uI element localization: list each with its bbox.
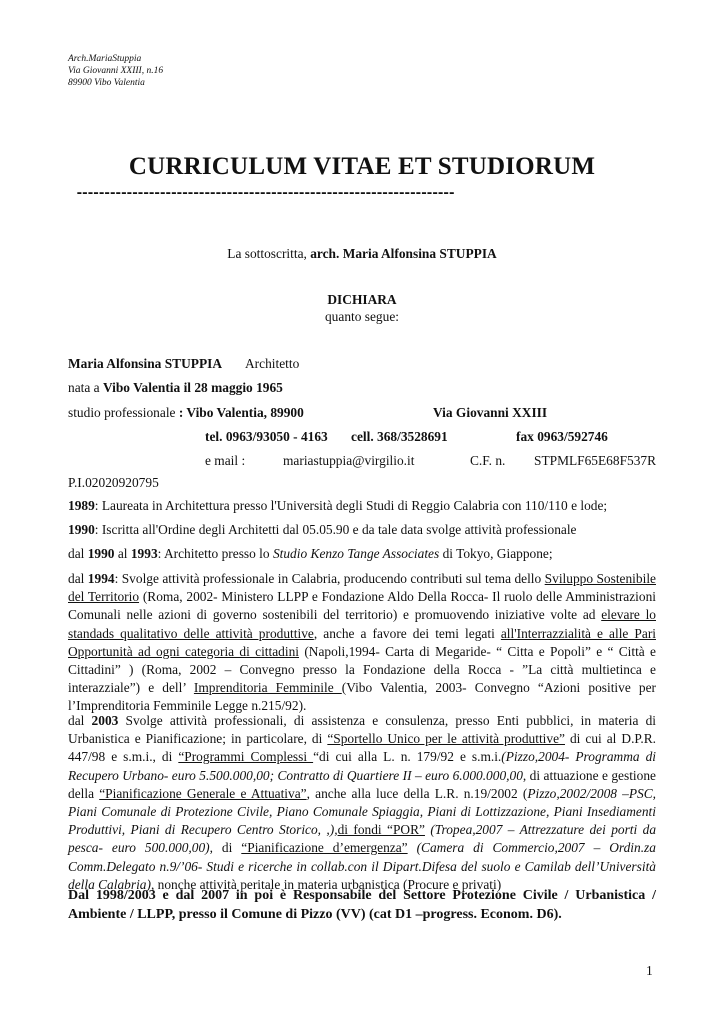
profile-cf-label: C.F. n. [470,453,506,468]
intro-name: arch. Maria Alfonsina STUPPIA [310,246,497,261]
paragraph-1994 [68,570,656,716]
year-1989: 1989 [68,498,95,513]
studio-kenzo-tange: Studio Kenzo Tange Associates [272,546,440,561]
text-1993b: di Tokyo, Giappone; [439,546,553,561]
profile-cf: STPMLF65E68F537R [534,453,657,468]
p1994-text-a: : Svolge attività professionale in Calabria, producendo contributi sul tema dello [114,571,545,586]
p1994-text-d: (Napoli,1994- Carta di Megaride- “ Citta e Popoli” e “ Città e Cittadini” ) (Roma, 2002 – Convegno presso la Fondazione della Rocca - ”La città multietinca e interazziale”) e dell’ [68,643,656,696]
p2003-italic-3: (Tropea,2007 – Attrezzature dei porti da pesca- euro 500.000,00) [68,822,657,856]
document-title: CURRICULUM VITAE ET STUDIORUM [128,153,596,180]
text-1989: : Laureata in Architettura presso l'Università degli Studi di Reggio Calabria con 110/110 e lode; [94,498,608,513]
profile-cell: cell. 368/3528691 [351,429,448,444]
dichiara-heading: DICHIARA [327,292,397,307]
p2003-underline-5: “Pianificazione d’emergenza” [241,840,408,856]
p1994-underline-2: elevare lo standads qualitativo delle attività produttive [68,607,656,641]
p2003-text-g: , nonche attività peritale in materia urbanistica (Procure e privati) [150,876,502,892]
p2003-underline-2: “Programmi Complessi [178,749,314,765]
p2003-italic-2: Pizzo,2002/2008 –PSC, Piani Comunale di Protezione Civile, Piano Comunale Spiaggia, Piani di Lottizzazione, Piani Insediamenti Produttivi, Piani di Recupero Centro Storico, ,), [68,785,657,838]
dal-word: dal [68,546,88,561]
p2003-text-c: “di cui alla L. n. 179/92 e s.m.i. [313,749,502,765]
p2003-underline-1: “Sportello Unico per le attività produttive” [327,731,565,747]
p2003-text-d: , di attuazione e gestione della [68,767,656,801]
p1994-text-e: (Vibo Valentia, 2003- Convegno “Azioni positive per l’Imprenditoria Femminile Legge n.215/92). [68,680,656,714]
p2003-italic-4: (Camera di Commercio,2007 – Ordin.za Comm.Delegato n.9/’06- Studi e ricerche in collab.con il Dipart.Difesa del suolo e Camilab dell’Università della Calabria) [68,840,656,892]
year-1993: 1993 [130,546,158,561]
dal-2003: dal [68,713,92,728]
profile-email: mariastuppia@virgilio.it [283,453,415,468]
intro-prefix: La sottoscritta, [227,246,311,261]
profile-address: Via Giovanni XXIII [433,405,548,420]
year-2003: 2003 [91,713,119,728]
responsibility-statement: Dal 1998/2003 e dal 2007 in poi è Responsabile del Settore Protezione Civile / Urbanistica / Ambiente / LLPP, presso il Comune di Pizzo (VV) (cat D1 –progress. Econom. D6). [68,888,656,922]
dichiara-subheading: quanto segue: [324,309,399,324]
p1994-underline-4: Imprenditoria Femminile [193,680,342,696]
text-1990: : Iscritta all'Ordine degli Architetti dal 05.05.90 e da tale data svolge attività professionale [94,522,577,537]
profile-birth [68,380,283,396]
profile-tel: tel. 0963/93050 - 4163 [205,429,328,444]
studio-value: : Vibo Valentia, 89900 [178,405,304,420]
p2003-text-b: di cui al D.P.R. 447/98 e s.m.i., di [68,731,657,765]
profile-role: Architetto [245,356,300,371]
entry-1989 [68,498,607,514]
p2003-text-e: , anche alla luce della L.R. n.19/2002 ( [306,785,528,801]
studio-label: studio professionale [68,405,179,420]
p1994-underline-1: Sviluppo Sostenibile del Territorio [68,571,656,605]
year-1990: 1990 [68,522,95,537]
profile-email-label: e mail : [205,453,246,468]
p1994-text-c: , anche a favore dei temi legati [313,625,501,641]
profile-fax: fax 0963/592746 [516,429,608,444]
p2003-italic-1: (Pizzo,2004- Programma di Recupero Urbano- euro 5.500.000,00; Contratto di Quartiere II – euro 6.000.000,00 [68,749,657,783]
p1994-underline-3: all'Interrazzialità e alle Pari Opportunità ad ogni categoria di cittadini [68,625,656,659]
p2003-underline-4: di fondi “POR” [337,822,425,838]
p1994-text-b: (Roma, 2002- Ministero LLPP e Fondazione Aldo Della Rocca- Il ruolo delle Amministrazioni Comunali nelle azioni di governo sostenibili del territorio) e promuovendo iniziative volte ad [68,589,656,623]
entry-1990 [68,522,577,538]
year-1990b: 1990 [87,546,115,561]
p2003-text-f: , di [209,840,242,856]
profile-name: Maria Alfonsina STUPPIA [68,356,223,371]
letterhead-name: Arch.MariaStuppia [68,54,142,64]
page-number: 1 [646,963,653,978]
letterhead [68,53,163,89]
profile-piva: P.I.02020920795 [68,475,159,490]
year-1994: 1994 [87,571,115,586]
letterhead-street: Via Giovanni XXIII, n.16 [68,66,164,76]
profile-studio [68,405,304,421]
paragraph-2003 [68,712,656,894]
dal-1994: dal [68,571,88,586]
intro-line [0,246,724,262]
title-dashed-rule: -------------------------------------------------------------------- [75,186,453,202]
birth-label: nata a [68,380,103,395]
letterhead-city: 89900 Vibo Valentia [68,78,145,88]
p2003-underline-3: “Pianificazione Generale e Attuativa” [99,785,307,801]
birth-value: Vibo Valentia il 28 maggio 1965 [102,380,283,395]
p2003-text-a: Svolge attività professionali, di assistenza e consulenza, presso Enti pubblici, in materia di Urbanistica e Pianificazione; in particolare, di [68,713,656,747]
text-1993a: : Architetto presso lo [157,546,273,561]
al-word: al [114,546,131,561]
entry-1990-1993 [68,546,553,562]
